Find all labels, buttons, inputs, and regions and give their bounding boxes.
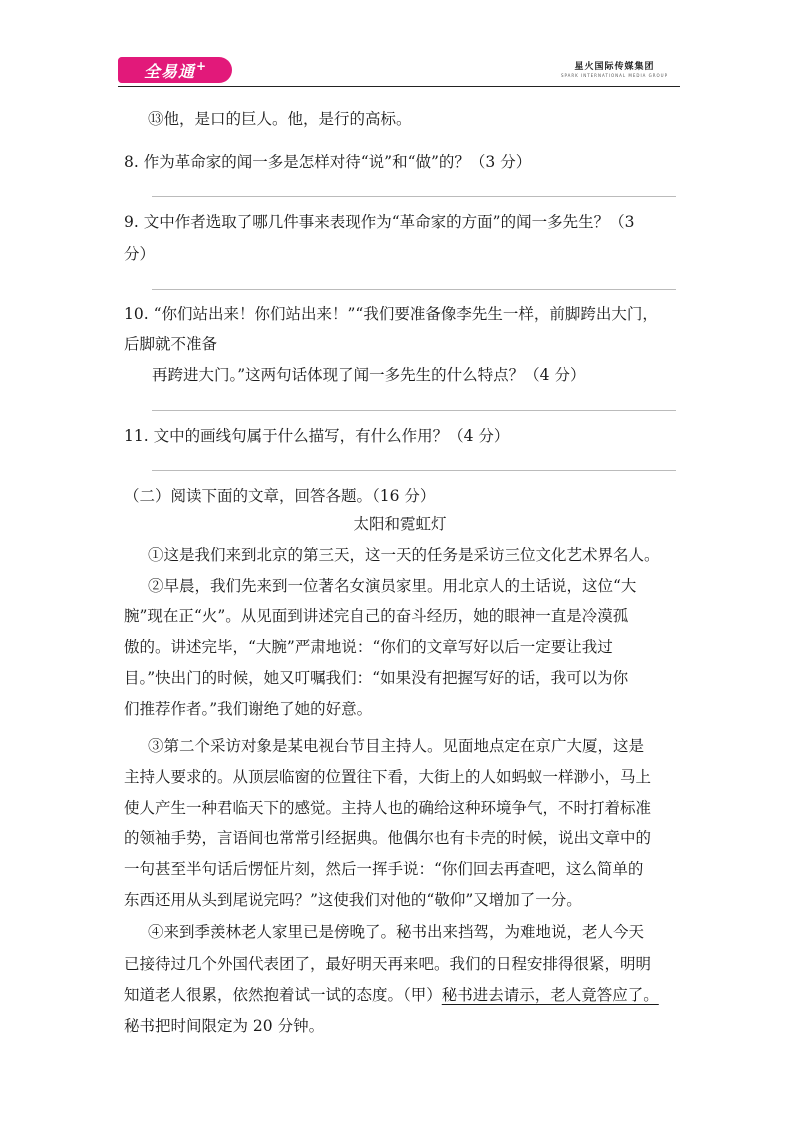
paragraph-3-line-4: 的领袖手势，言语间也常常引经据典。他偶尔也有卡壳的时候，说出文章中的 — [124, 829, 652, 847]
publisher-name: 星火国际传媒集团 — [574, 62, 655, 72]
paragraph-4-line-1: ④来到季羡林老人家里已是傍晚了。秘书出来挡驾，为难地说，老人今天 — [148, 923, 645, 941]
paragraph-3-line-6: 东西还用从头到尾说完吗？”这使我们对他的“敬仰”又增加了一分。 — [124, 891, 582, 909]
paragraph-3-line-1: ③第二个采访对象是某电视台节目主持人。见面地点定在京广大厦，这是 — [148, 737, 645, 755]
publisher-subtitle: SPARK INTERNATIONAL MEDIA GROUP — [560, 73, 668, 78]
page-header — [118, 55, 680, 87]
paragraph-4-line-3 — [124, 985, 659, 1005]
passage-line-13: ⑬他，是口的巨人。他，是行的高标。 — [148, 110, 412, 128]
section-2-heading: （二）阅读下面的文章，回答各题。（16 分） — [124, 487, 436, 505]
question-8: 8. 作为革命家的闻一多是怎样对待“说”和“做”的？（3 分） — [124, 153, 532, 171]
article-title: 太阳和霓虹灯 — [353, 515, 447, 533]
question-10-line-3: 再跨进大门。”这两句话体现了闻一多先生的什么特点？（4 分） — [152, 366, 586, 384]
brand-logo — [118, 57, 232, 83]
header-divider — [118, 86, 680, 87]
paragraph-2-line-2: 腕”现在正“火”。从见面到讲述完自己的奋斗经历，她的眼神一直是冷漠孤 — [124, 607, 629, 625]
publisher-block — [561, 59, 668, 78]
paragraph-4-line-2: 已接待过几个外国代表团了，最好明天再来吧。我们的日程安排得很紧，明明 — [124, 955, 652, 973]
brand-logo-text: 全易通 — [143, 61, 195, 81]
paragraph-3-line-2: 主持人要求的。从顶层临窗的位置往下看，大街上的人如蚂蚁一样渺小，马上 — [124, 768, 652, 786]
paragraph-2-line-1: ②早晨，我们先来到一位著名女演员家里。用北京人的土话说，这位“大 — [148, 577, 637, 595]
question-9-line-2: 分） — [124, 245, 156, 263]
answer-line-9 — [152, 289, 676, 290]
brand-logo-plus: + — [195, 59, 207, 73]
answer-line-10 — [152, 410, 676, 411]
paragraph-4-line-4: 秘书把时间限定为 20 分钟。 — [124, 1017, 325, 1035]
paragraph-2-line-5: 们推荐作者。”我们谢绝了她的好意。 — [124, 700, 373, 718]
paragraph-3-line-5: 一句甚至半句话后愣怔片刻，然后一挥手说：“你们回去再查吧，这么简单的 — [124, 860, 644, 878]
paragraph-2-line-3: 傲的。讲述完毕，“大腕”严肃地说：“你们的文章写好以后一定要让我过 — [124, 638, 613, 656]
paragraph-4-line-3-text: 知道老人很累，依然抱着试一试的态度。（甲） — [124, 986, 442, 1004]
paragraph-1: ①这是我们来到北京的第三天，这一天的任务是采访三位文化艺术界名人。 — [148, 546, 660, 564]
paragraph-3-line-3: 使人产生一种君临天下的感觉。主持人也的确给这种环境争气，不时打着标准 — [124, 799, 652, 817]
answer-line-11 — [152, 470, 676, 471]
underlined-sentence-jia: 秘书进去请示，老人竟答应了。 — [441, 986, 659, 1004]
paragraph-2-line-4: 目。”快出门的时候，她又叮嘱我们：“如果没有把握写好的话，我可以为你 — [124, 669, 629, 687]
question-10-line-1: 10. “你们站出来！你们站出来！”“我们要准备像李先生一样，前脚跨出大门， — [124, 305, 658, 323]
question-9-line-1: 9. 文中作者选取了哪几件事来表现作为“革命家的方面”的闻一多先生？（3 — [124, 213, 635, 231]
question-11: 11. 文中的画线句属于什么描写，有什么作用？（4 分） — [124, 427, 510, 445]
question-10-line-2: 后脚就不准备 — [124, 335, 218, 353]
answer-line-8 — [152, 196, 676, 197]
